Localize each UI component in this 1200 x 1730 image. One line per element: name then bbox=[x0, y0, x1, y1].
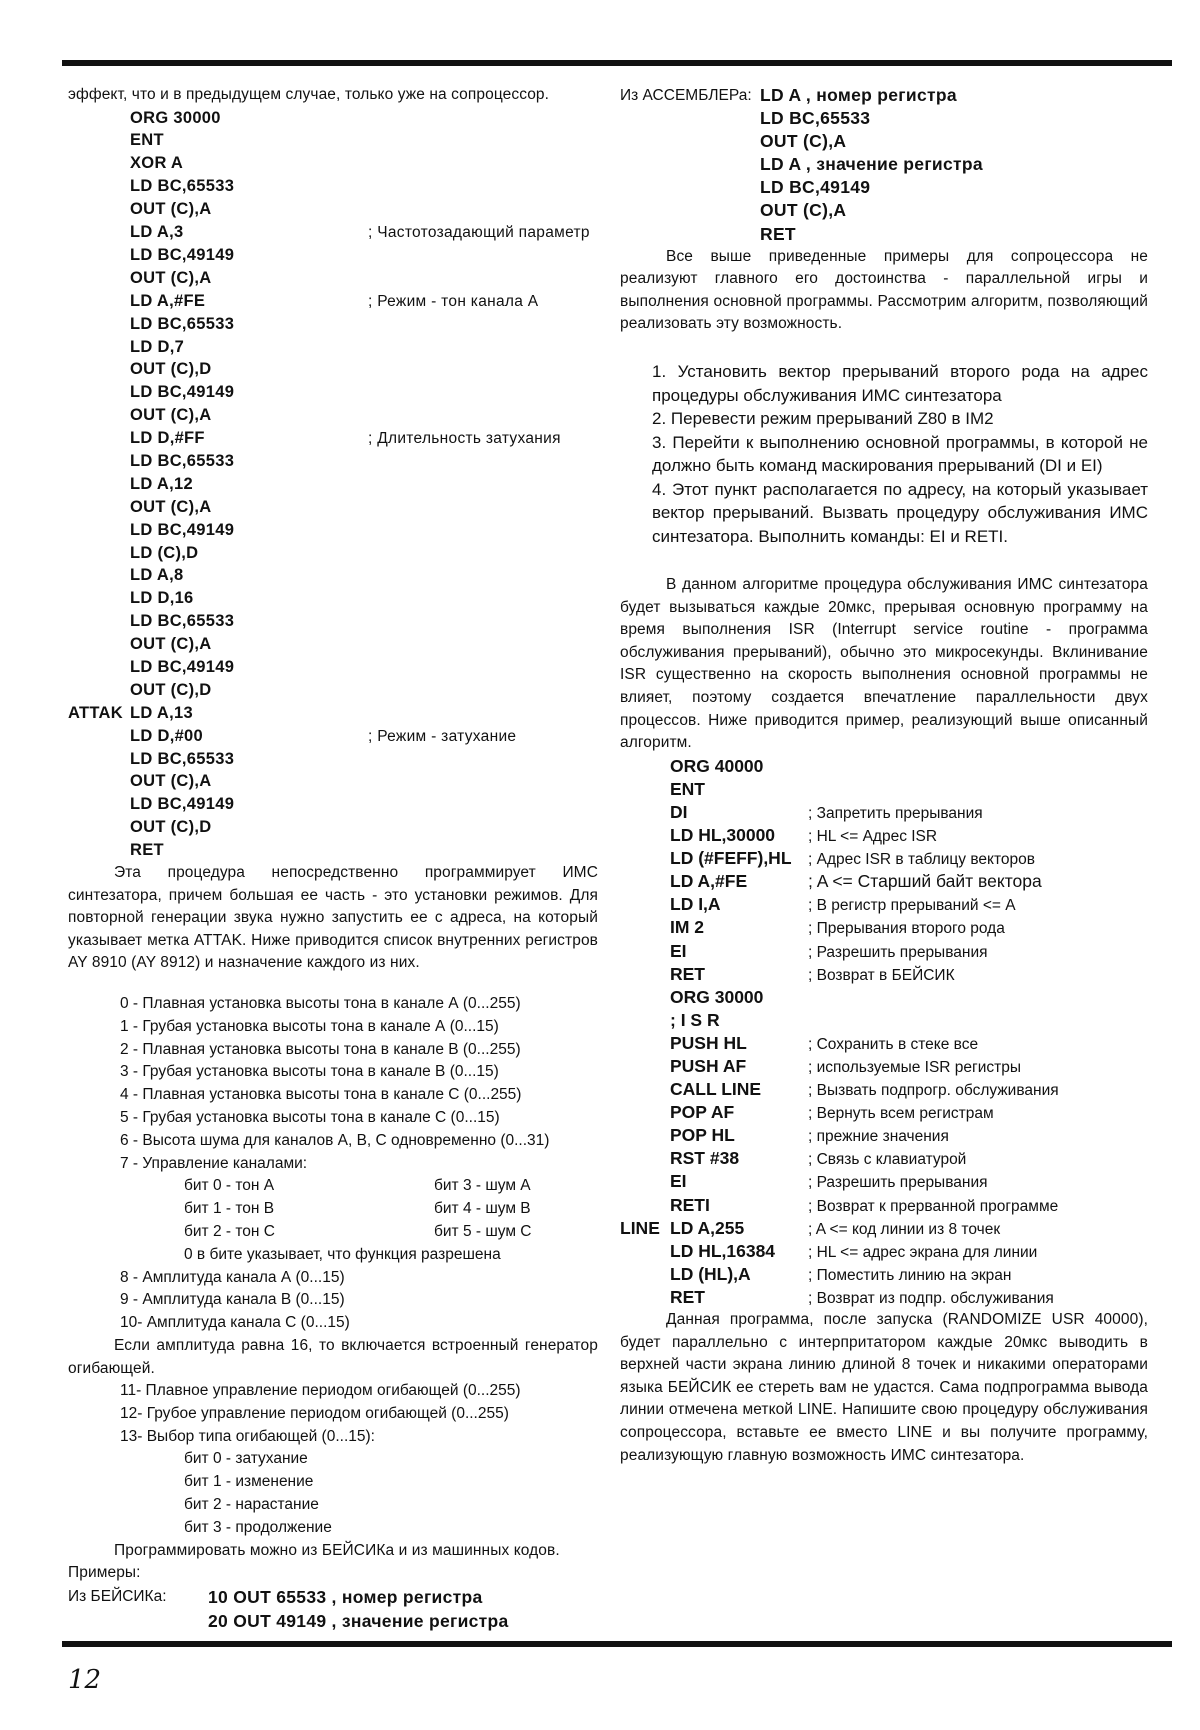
code-line: RET ; Возврат в БЕЙСИК bbox=[670, 963, 955, 984]
code-line: XOR A bbox=[130, 154, 184, 173]
register-item: 9 - Амплитуда канала В (0...15) bbox=[120, 1291, 345, 1309]
basic-example-code bbox=[208, 1585, 509, 1633]
channel-bits-grid bbox=[184, 1175, 598, 1243]
step-item: 3. Перейти к выполнению основной программы, в которой не должно быть команд маскирования прерываний (DI и EI) bbox=[652, 432, 1148, 476]
left-column bbox=[68, 84, 598, 1633]
code-line: LD A,12 bbox=[130, 474, 193, 493]
basic-line: 10 OUT 65533 , номер регистра bbox=[208, 1586, 483, 1607]
basic-line: 20 OUT 49149 , значение регистра bbox=[208, 1610, 509, 1631]
envelope-bit: бит 1 - изменение bbox=[184, 1473, 314, 1491]
code-line: OUT (C),A bbox=[130, 772, 212, 791]
paragraph-coprocessor: Все выше приведенные примеры для сопроцессора не реализуют главного его достоинства - параллельной игры и выполнения основной программы. Рассмотрим алгоритм, позволяющий реализовать эту возможность. bbox=[620, 247, 1148, 333]
code-line: ORG 30000 bbox=[670, 986, 764, 1007]
algorithm-steps bbox=[652, 360, 1148, 548]
code-line: RETI ; Возврат к прерванной программе bbox=[670, 1194, 1059, 1215]
register-list bbox=[120, 993, 598, 1335]
register-list-envelope bbox=[120, 1380, 598, 1540]
code-line: ORG 40000 bbox=[670, 755, 764, 776]
code-line: LD BC,65533 bbox=[130, 612, 235, 631]
code-listing-sound bbox=[68, 107, 598, 862]
code-line: LD A,3 ; Частотозадающий параметр bbox=[130, 223, 590, 242]
step-item: 4. Этот пункт располагается по адресу, на который указывает вектор прерываний. Вызвать процедуру обслуживания ИМС синтезатора. Выполнить команды: EI и RETI. bbox=[652, 479, 1148, 546]
code-line: LD I,A ; В регистр прерываний <= A bbox=[670, 894, 1016, 915]
code-line: LD A,#FE ; Режим - тон канала А bbox=[130, 291, 539, 310]
code-line: PUSH HL ; Сохранить в стеке все bbox=[670, 1032, 979, 1053]
register-item: 2 - Плавная установка высоты тона в канале В (0...255) bbox=[120, 1040, 521, 1058]
code-line-isr-header: ; I S R bbox=[670, 1009, 720, 1030]
asm-line: OUT (C),A bbox=[760, 200, 847, 221]
code-line: LD BC,49149 bbox=[130, 520, 235, 539]
envelope-bit: бит 0 - затухание bbox=[184, 1450, 308, 1468]
code-line: LD A,#FE ; A <= Старший байт вектора bbox=[670, 871, 1042, 892]
bottom-rule bbox=[62, 1641, 1172, 1647]
code-line: LD BC,49149 bbox=[130, 795, 235, 814]
code-line-attak: ATTAK LD A,13 bbox=[68, 703, 193, 722]
asm-line: OUT (C),A bbox=[760, 131, 847, 152]
code-line-line-label: LINE LD A,255 ; A <= код линии из 8 точек bbox=[620, 1217, 1001, 1238]
register-item: 11- Плавное управление периодом огибающей (0...255) bbox=[120, 1382, 521, 1400]
code-line: LD D,#00 ; Режим - затухание bbox=[130, 726, 517, 745]
code-listing-isr bbox=[620, 755, 1148, 1309]
register-item: 1 - Грубая установка высоты тона в канале А (0...15) bbox=[120, 1017, 499, 1035]
envelope-bit: бит 3 - продолжение bbox=[184, 1518, 332, 1536]
code-line: LD BC,49149 bbox=[130, 245, 235, 264]
code-line: LD D,#FF ; Длительность затухания bbox=[130, 429, 561, 448]
code-line: OUT (C),A bbox=[130, 406, 212, 425]
code-line: LD D,16 bbox=[130, 589, 194, 608]
code-line: CALL LINE ; Вызвать подпрогр. обслуживания bbox=[670, 1079, 1059, 1100]
code-line: PUSH AF ; используемые ISR регистры bbox=[670, 1056, 1021, 1076]
asm-line: RET bbox=[760, 223, 796, 244]
code-line: OUT (C),A bbox=[130, 268, 212, 287]
right-column bbox=[620, 84, 1148, 1467]
register-item: 8 - Амплитуда канала А (0...15) bbox=[120, 1268, 345, 1286]
code-line: LD HL,30000 ; HL <= Адрес ISR bbox=[670, 825, 938, 846]
code-line: LD (HL),A ; Поместить линию на экран bbox=[670, 1263, 1012, 1284]
examples-heading: Примеры: bbox=[68, 1564, 141, 1582]
step-item: 1. Установить вектор прерываний второго рода на адрес процедуры обслуживания ИМС синтезатора bbox=[652, 362, 1148, 405]
code-line: OUT (C),A bbox=[130, 635, 212, 654]
register-item: 5 - Грубая установка высоты тона в канале С (0...15) bbox=[120, 1108, 500, 1126]
code-line: LD BC,65533 bbox=[130, 749, 235, 768]
code-line: EI ; Разрешить прерывания bbox=[670, 940, 988, 961]
register-item: 4 - Плавная установка высоты тона в канале С (0...255) bbox=[120, 1086, 522, 1104]
paragraph-conclusion: Данная программа, после запуска (RANDOMIZE USR 40000), будет параллельно с интерпритатором каждые 20мкс выводить в верхней части экрана линию длиной 8 точек и никакими операторами языка БЕЙСИК ее стереть вам не удастся. Сама подпрограмма вывода линии отмечена меткой LINE. Напишите свою процедуру обслуживания сопроцессора, вставьте ее вместо LINE и вы получите программу, реализующую главную возможность ИМС синтезатора. bbox=[620, 1311, 1148, 1464]
register-item: 10- Амплитуда канала С (0...15) bbox=[120, 1314, 350, 1332]
amplitude-note: Если амплитуда равна 16, то включается встроенный генератор огибающей. bbox=[68, 1336, 598, 1377]
bit-item: бит 3 - шум А bbox=[434, 1177, 531, 1195]
code-line: ORG 30000 bbox=[130, 108, 221, 127]
program-note: Программировать можно из БЕЙСИКа и из машинных кодов. bbox=[114, 1541, 560, 1559]
register-item: 12- Грубое управление периодом огибающей (0...255) bbox=[120, 1404, 509, 1422]
asm-line: LD A , значение регистра bbox=[760, 154, 983, 175]
envelope-bit: бит 2 - нарастание bbox=[184, 1496, 319, 1514]
step-item: 2. Перевести режим прерываний Z80 в IM2 bbox=[652, 409, 994, 429]
assembler-example bbox=[620, 84, 1148, 246]
bits-note: 0 в бите указывает, что функция разрешена bbox=[184, 1245, 501, 1263]
register-item: 6 - Высота шума для каналов А, В, С одновременно (0...31) bbox=[120, 1131, 550, 1149]
assembler-example-code bbox=[760, 84, 983, 246]
assembler-example-label: Из АССЕМБЛЕРа: bbox=[620, 87, 752, 104]
asm-line: LD BC,49149 bbox=[760, 177, 871, 198]
asm-line: LD A , номер регистра bbox=[760, 85, 957, 105]
code-line: RET bbox=[130, 841, 164, 860]
code-line: RST #38 ; Связь с клавиатурой bbox=[670, 1148, 967, 1169]
intro-text: эффект, что и в предыдущем случае, только уже на сопроцессор. bbox=[68, 86, 550, 103]
code-line: LD D,7 bbox=[130, 337, 185, 356]
bit-item: бит 4 - шум В bbox=[434, 1200, 531, 1218]
page-number: 12 bbox=[68, 1665, 102, 1695]
code-line: LD BC,65533 bbox=[130, 177, 235, 196]
register-item: 0 - Плавная установка высоты тона в канале А (0...255) bbox=[120, 994, 521, 1012]
code-line: EI ; Разрешить прерывания bbox=[670, 1171, 988, 1192]
code-line: LD (#FEFF),HL ; Адрес ISR в таблицу векторов bbox=[670, 848, 1035, 869]
code-line: OUT (C),D bbox=[130, 360, 212, 379]
asm-line: LD BC,65533 bbox=[760, 108, 871, 129]
bit-item: бит 1 - тон В bbox=[184, 1200, 275, 1218]
basic-example-label: Из БЕЙСИКа: bbox=[68, 1587, 167, 1605]
code-line: DI ; Запретить прерывания bbox=[670, 801, 983, 822]
code-line: LD (C),D bbox=[130, 543, 199, 562]
register-item: 13- Выбор типа огибающей (0...15): bbox=[120, 1427, 375, 1445]
code-line: ENT bbox=[130, 131, 164, 150]
basic-example bbox=[68, 1585, 598, 1633]
code-line: OUT (C),D bbox=[130, 818, 212, 837]
paragraph-algorithm: В данном алгоритме процедура обслуживания ИМС синтезатора будет вызываться каждые 20мкс, прерывая основную программу на время выполнения ISR (Interrupt service routine - программа обслуживания прерываний), обычно это микросекунды. Вклинивание ISR существенно на скорость выполнения основной программы не влияет, поэтому создается впечатление параллельности двух процессов. Ниже приводится пример, реализующий выше описанный алгоритм. bbox=[620, 576, 1148, 752]
code-line: ENT bbox=[670, 778, 705, 799]
code-line: POP AF ; Вернуть всем регистрам bbox=[670, 1102, 994, 1123]
code-line: LD A,8 bbox=[130, 566, 184, 585]
code-line: OUT (C),A bbox=[130, 200, 212, 219]
code-line: RET ; Возврат из подпр. обслуживания bbox=[670, 1286, 1054, 1307]
code-line: LD BC,49149 bbox=[130, 657, 235, 676]
bit-item: бит 5 - шум С bbox=[434, 1222, 532, 1240]
code-line: OUT (C),D bbox=[130, 680, 212, 699]
code-line: OUT (C),A bbox=[130, 497, 212, 516]
code-line: LD BC,65533 bbox=[130, 314, 235, 333]
code-line: POP HL ; прежние значения bbox=[670, 1125, 949, 1146]
code-line: LD HL,16384 ; HL <= адрес экрана для линии bbox=[670, 1240, 1038, 1261]
code-line: IM 2 ; Прерывания второго рода bbox=[670, 917, 1005, 938]
register-item: 7 - Управление каналами: bbox=[120, 1154, 308, 1172]
register-item: 3 - Грубая установка высоты тона в канале В (0...15) bbox=[120, 1063, 499, 1081]
bit-item: бит 0 - тон А bbox=[184, 1177, 275, 1195]
top-rule bbox=[62, 60, 1172, 66]
paragraph-procedure: Эта процедура непосредственно программирует ИМС синтезатора, причем большая ее часть - это установки режимов. Для повторной генерации звука нужно запустить ее с адреса, на который указывает метка ATTAK. Ниже приводится список внутренних регистров AY 8910 (AY 8912) и назначение каждого из них. bbox=[68, 863, 598, 972]
code-line: LD BC,65533 bbox=[130, 451, 235, 470]
bit-item: бит 2 - тон С bbox=[184, 1222, 275, 1240]
code-line: LD BC,49149 bbox=[130, 383, 235, 402]
